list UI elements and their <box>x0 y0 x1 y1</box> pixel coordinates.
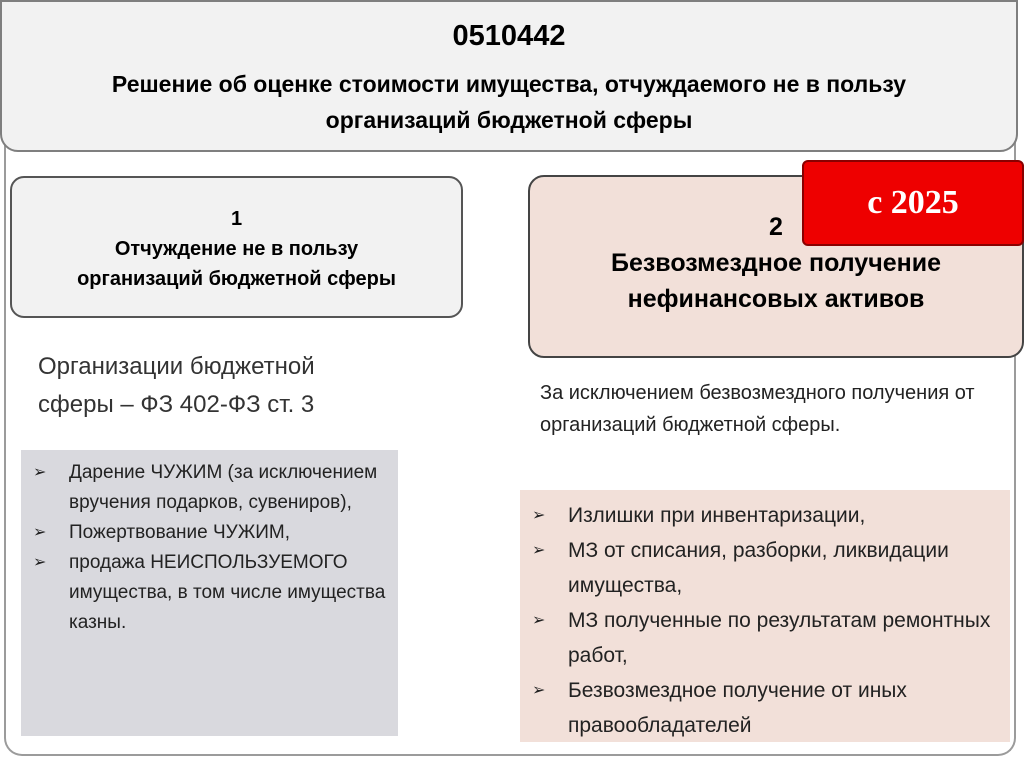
box1-line1: Отчуждение не в пользу <box>114 238 359 260</box>
exception-note: За исключением безвозмездного получения от организаций бюджетной сферы. <box>540 382 975 436</box>
right-list-panel <box>520 490 1010 742</box>
list-item: ➢ МЗ полученные по результатам ремонтных работ, <box>528 603 1004 673</box>
list-item: ➢ Дарение ЧУЖИМ (за исключением вручения подарков, сувениров), <box>29 458 392 518</box>
arrow-bullet-icon: ➢ <box>532 542 546 559</box>
list-item: ➢ Излишки при инвентаризации, <box>528 498 1004 533</box>
left-list <box>29 458 392 638</box>
arrow-bullet-icon: ➢ <box>532 507 546 524</box>
list-item: ➢ Пожертвование ЧУЖИМ, <box>29 518 392 548</box>
box2-line1: Безвозмездное получение <box>611 249 941 277</box>
organizations-line2: сферы – ФЗ 402-ФЗ ст. 3 <box>38 391 315 418</box>
box1-line2: организаций бюджетной сферы <box>77 268 396 290</box>
form-code: 0510442 <box>452 20 566 52</box>
right-list <box>528 498 1004 743</box>
organizations-line1: Организации бюджетной <box>38 353 315 380</box>
page-title: Решение об оценке стоимости имущества, отчуждаемого не в пользу организаций бюджетной сферы <box>111 71 907 133</box>
box2-number: 2 <box>769 213 783 241</box>
arrow-bullet-icon: ➢ <box>532 612 546 629</box>
list-item: ➢ МЗ от списания, разборки, ликвидации имущества, <box>528 533 1004 603</box>
header-panel <box>0 0 1018 152</box>
year-badge: с 2025 <box>802 160 1024 246</box>
organizations-note <box>38 348 418 424</box>
left-list-panel <box>21 450 398 736</box>
arrow-bullet-icon: ➢ <box>532 682 546 699</box>
arrow-bullet-icon: ➢ <box>33 554 47 571</box>
list-item: ➢ продажа НЕИСПОЛЬЗУЕМОГО имущества, в том числе имущества казны. <box>29 548 392 638</box>
box2-line2: нефинансовых активов <box>627 285 925 313</box>
list-item: ➢ Безвозмездное получение от иных правообладателей <box>528 673 1004 743</box>
arrow-bullet-icon: ➢ <box>33 524 47 541</box>
arrow-bullet-icon: ➢ <box>33 464 47 481</box>
box1-number: 1 <box>230 208 243 230</box>
category-box-1 <box>10 176 463 318</box>
